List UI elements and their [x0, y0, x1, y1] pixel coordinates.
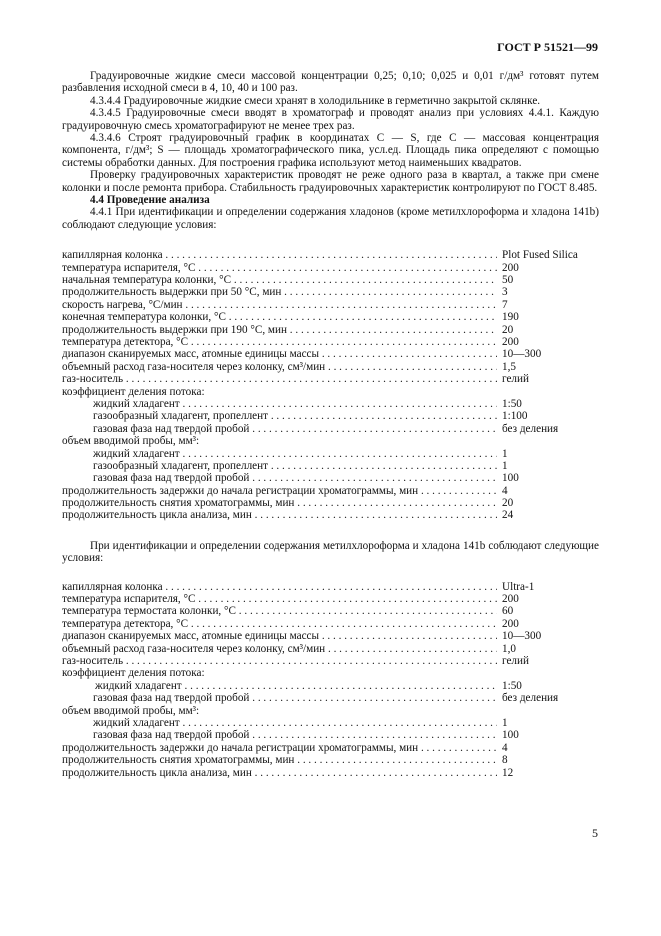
- condition-value: 200: [502, 336, 519, 349]
- condition-value: Ultra-1: [502, 580, 535, 593]
- condition-label: газообразный хладагент, пропеллент . . .: [62, 410, 497, 422]
- conditions-list-1: [62, 249, 599, 522]
- section-heading: 4.4 Проведение анализа: [90, 194, 210, 207]
- condition-label: продолжительность выдержки при 50 °С, мин . . .: [62, 286, 497, 298]
- condition-value: 1:100: [502, 410, 528, 423]
- condition-label: объем вводимой пробы, мм³:: [62, 704, 200, 717]
- condition-row: [62, 435, 599, 447]
- condition-row: [62, 398, 599, 410]
- paragraph: Проверку градуировочных характеристик проводят не реже одного раза в квартал, а также при смене колонки и после ремонта прибора. Стабильность градуировочных характеристик контролируют по ГОСТ 8.485.: [62, 169, 599, 194]
- condition-row: [62, 717, 599, 729]
- condition-row: [62, 667, 599, 679]
- condition-label: температура детектора, °С . . .: [62, 336, 497, 348]
- condition-value: 4: [502, 741, 508, 754]
- condition-label: коэффициент деления потока:: [62, 385, 205, 398]
- condition-label: температура термостата колонки, °С . . .: [62, 605, 497, 617]
- condition-value: без деления: [502, 422, 559, 435]
- paragraph: При идентификации и определении содержания метилхлороформа и хладона 141b соблюдают следующие условия:: [62, 539, 599, 565]
- condition-value: 10—300: [502, 348, 542, 361]
- condition-row: [62, 767, 599, 779]
- paragraph: 4.3.4.5 Градуировочные смеси вводят в хроматограф и проводят анализ при условиях 4.4.1. Каждую градуировочную смесь хроматографируют не менее трех раз.: [62, 107, 599, 132]
- condition-row: [62, 262, 599, 274]
- condition-row: [62, 249, 599, 261]
- condition-value: 1:50: [502, 397, 522, 410]
- paragraph: 4.4.1 При идентификации и определении содержания хладонов (кроме метилхлороформа и хладона 141b) соблюдают следующие условия:: [62, 206, 599, 231]
- condition-value: 190: [502, 311, 519, 324]
- condition-row: [62, 605, 599, 617]
- condition-label: газ-носитель . . .: [62, 655, 497, 667]
- page-number: 5: [592, 826, 598, 840]
- condition-row: [62, 618, 599, 630]
- condition-label: газовая фаза над твердой пробой . . .: [62, 423, 497, 435]
- condition-value: 100: [502, 472, 519, 485]
- condition-label: газ-носитель . . .: [62, 373, 497, 385]
- condition-value: 100: [502, 729, 519, 742]
- condition-row: [62, 729, 599, 741]
- condition-label: объем вводимой пробы, мм³:: [62, 435, 200, 448]
- condition-row: [62, 410, 599, 422]
- condition-row: [62, 336, 599, 348]
- condition-row: [62, 509, 599, 521]
- condition-label: объемный расход газа-носителя через колонку, см³/мин . . .: [62, 361, 497, 373]
- condition-label: температура испарителя, °С . . .: [62, 593, 497, 605]
- condition-row: [62, 274, 599, 286]
- condition-label: продолжительность цикла анализа, мин . . .: [62, 509, 497, 521]
- condition-value: 1: [502, 447, 508, 460]
- condition-label: газообразный хладагент, пропеллент . . .: [62, 460, 497, 472]
- condition-value: 1,5: [502, 360, 516, 373]
- condition-value: 4: [502, 484, 508, 497]
- condition-row: [62, 680, 599, 692]
- condition-row: [62, 311, 599, 323]
- condition-row: [62, 630, 599, 642]
- condition-value: гелий: [502, 373, 529, 386]
- condition-label: диапазон сканируемых масс, атомные единицы массы . . .: [62, 348, 497, 360]
- condition-label: жидкий хладагент . . .: [62, 717, 497, 729]
- page-body: [62, 70, 599, 779]
- condition-value: 50: [502, 274, 514, 287]
- condition-row: [62, 581, 599, 593]
- condition-label: диапазон сканируемых масс, атомные единицы массы . . .: [62, 630, 497, 642]
- condition-label: скорость нагрева, °С/мин . . .: [62, 299, 497, 311]
- condition-row: [62, 705, 599, 717]
- condition-row: [62, 373, 599, 385]
- condition-label: продолжительность задержки до начала регистрации хроматограммы, мин . . .: [62, 485, 497, 497]
- condition-label: газовая фаза над твердой пробой . . .: [62, 692, 497, 704]
- condition-value: 24: [502, 509, 514, 522]
- condition-value: 60: [502, 605, 514, 618]
- condition-row: [62, 423, 599, 435]
- condition-label: газовая фаза над твердой пробой . . .: [62, 729, 497, 741]
- condition-value: 1: [502, 459, 508, 472]
- condition-label: продолжительность задержки до начала регистрации хроматограммы, мин . . .: [62, 742, 497, 754]
- condition-label: конечная температура колонки, °С . . .: [62, 311, 497, 323]
- condition-value: 200: [502, 617, 519, 630]
- condition-row: [62, 485, 599, 497]
- condition-value: 7: [502, 298, 508, 311]
- paragraph: 4.3.4.6 Строят градуировочный график в координатах C — S, где C — массовая концентрация компонента, г/дм³; S — площадь хроматографического пика, усл.ед. Площадь пика определяют с помощью системы обработки данных. Для построения графика используют метод наименьших квадратов.: [62, 132, 599, 169]
- condition-row: [62, 324, 599, 336]
- condition-label: продолжительность цикла анализа, мин . . .: [62, 767, 497, 779]
- condition-row: [62, 472, 599, 484]
- condition-value: 10—300: [502, 630, 542, 643]
- condition-row: [62, 386, 599, 398]
- condition-row: [62, 448, 599, 460]
- condition-row: [62, 593, 599, 605]
- condition-label: жидкий хладагент . . .: [62, 398, 497, 410]
- condition-label: продолжительность снятия хроматограммы, мин . . .: [62, 497, 497, 509]
- condition-value: 12: [502, 766, 514, 779]
- condition-row: [62, 286, 599, 298]
- condition-value: 1:50: [502, 679, 522, 692]
- condition-row: [62, 361, 599, 373]
- condition-label: газовая фаза над твердой пробой . . .: [62, 472, 497, 484]
- condition-label: капиллярная колонка . . .: [62, 581, 497, 593]
- condition-value: Plot Fused Silica: [502, 249, 578, 262]
- condition-label: температура испарителя, °С . . .: [62, 262, 497, 274]
- condition-row: [62, 655, 599, 667]
- condition-value: без деления: [502, 692, 559, 705]
- condition-row: [62, 497, 599, 509]
- condition-label: начальная температура колонки, °С . . .: [62, 274, 497, 286]
- conditions-list-2: [62, 581, 599, 779]
- condition-row: [62, 348, 599, 360]
- condition-value: 200: [502, 593, 519, 606]
- condition-value: 20: [502, 497, 514, 510]
- condition-value: 3: [502, 286, 508, 299]
- condition-label: объемный расход газа-носителя через колонку, см³/мин . . .: [62, 643, 497, 655]
- condition-value: 1: [502, 716, 508, 729]
- condition-row: [62, 754, 599, 766]
- condition-row: [62, 742, 599, 754]
- condition-value: 8: [502, 754, 508, 767]
- condition-row: [62, 692, 599, 704]
- condition-label: жидкий хладагент . . .: [62, 680, 497, 692]
- condition-value: гелий: [502, 655, 529, 668]
- condition-label: капиллярная колонка . . .: [62, 249, 497, 261]
- paragraph: 4.3.4.4 Градуировочные жидкие смеси хранят в холодильнике в герметично закрытой склянке.: [90, 94, 541, 107]
- condition-label: коэффициент деления потока:: [62, 667, 205, 680]
- condition-row: [62, 460, 599, 472]
- condition-value: 200: [502, 261, 519, 274]
- condition-value: 20: [502, 323, 514, 336]
- condition-value: 1,0: [502, 642, 516, 655]
- paragraph: Градуировочные жидкие смеси массовой концентрации 0,25; 0,10; 0,025 и 0,01 г/дм³ готовят путем разбавления исходной смеси в 4, 10, 40 и 100 раз.: [62, 70, 599, 95]
- condition-row: [62, 299, 599, 311]
- condition-row: [62, 643, 599, 655]
- standard-header: ГОСТ Р 51521—99: [497, 40, 598, 54]
- condition-label: продолжительность выдержки при 190 °С, мин . . .: [62, 324, 497, 336]
- condition-label: продолжительность снятия хроматограммы, мин . . .: [62, 754, 497, 766]
- condition-label: жидкий хладагент . . .: [62, 448, 497, 460]
- condition-label: температура детектора, °С . . .: [62, 618, 497, 630]
